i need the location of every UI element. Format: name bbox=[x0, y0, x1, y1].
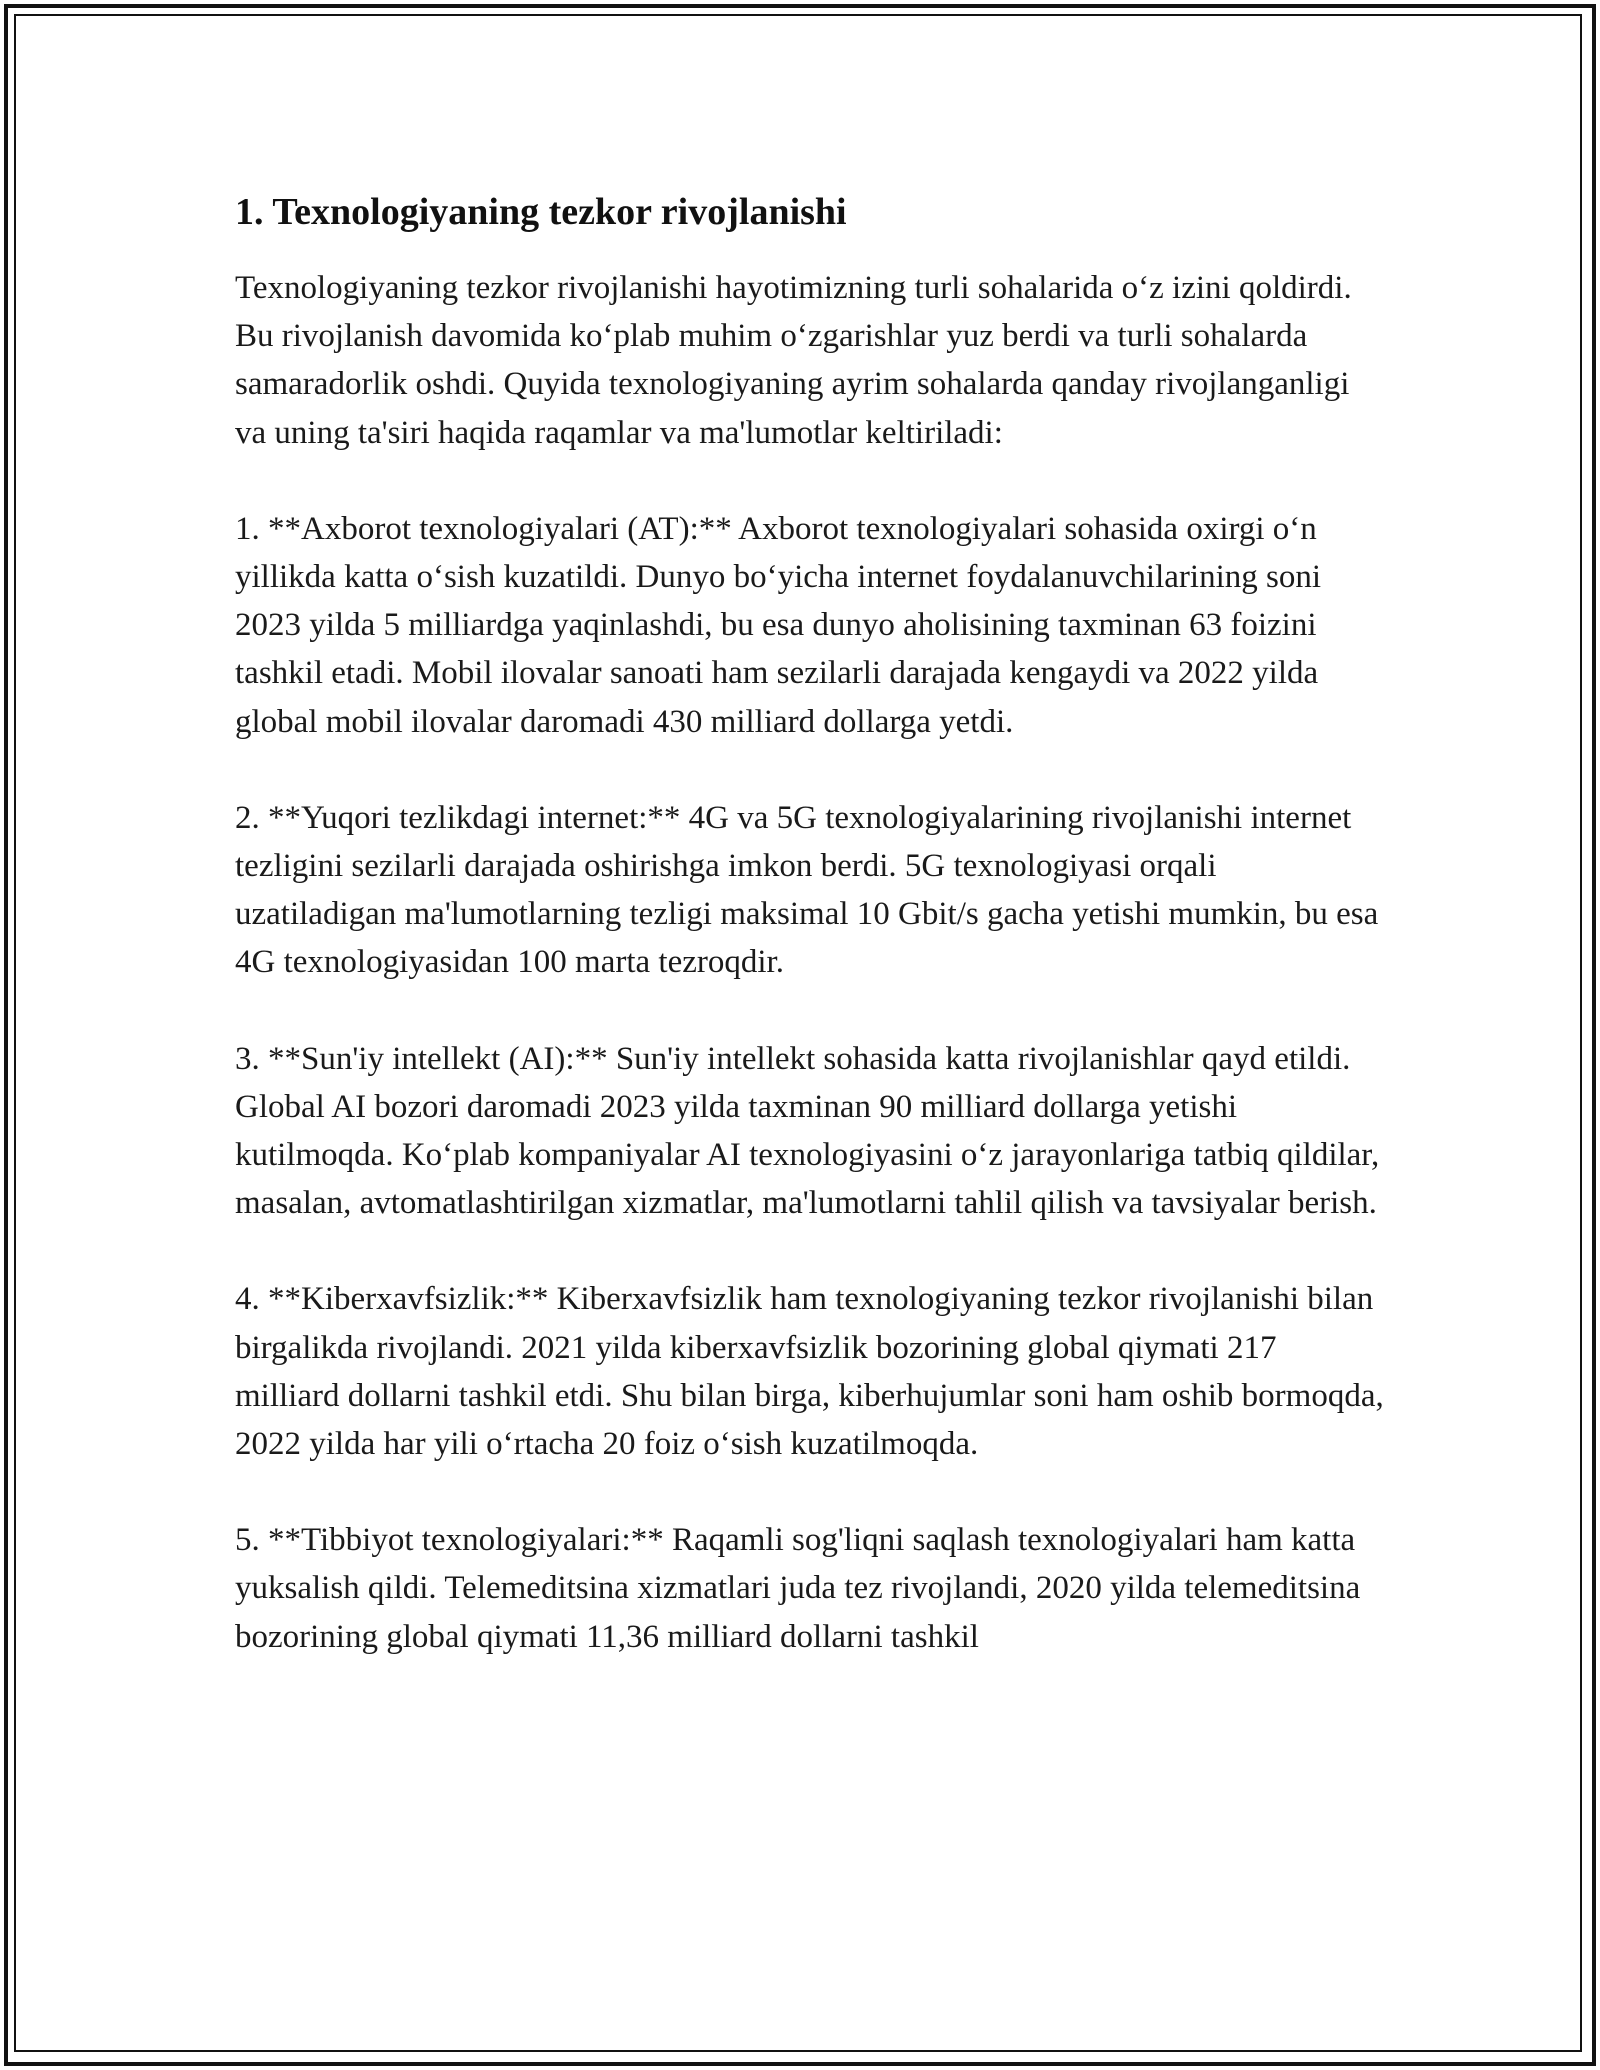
paragraph-cybersecurity: 4. **Kiberxavfsizlik:** Kiberxavfsizlik ham texnologiyaning tezkor rivojlanishi bilan birgalikda rivojlandi. 2021 yilda kiberxavfsizlik bozorining global qiymati 217 milliard dollarni tashkil etdi. Shu bilan birga, kiberhujumlar soni ham oshib bormoqda, 2022 yilda har yili oʻrtacha 20 foiz oʻsish kuzatilmoqda. bbox=[235, 1281, 1384, 1463]
paragraph-medtech: 5. **Tibbiyot texnologiyalari:** Raqamli sog'liqni saqlash texnologiyalari ham katta yuksalish qildi. Telemeditsina xizmatlari juda tez rivojlandi, 2020 yilda telemeditsina bozorining global qiymati 11,36 milliard dollarni tashkil bbox=[235, 1522, 1361, 1655]
intro-paragraph: Texnologiyaning tezkor rivojlanishi hayotimizning turli sohalarida oʻz izini qoldirdi. Bu rivojlanish davomida koʻplab muhim oʻzgarishlar yuz berdi va turli sohalarda samaradorlik oshdi. Quyida texnologiyaning ayrim sohalarda qanday rivojlanganligi va uning ta'siri haqida raqamlar va ma'lumotlar keltiriladi: bbox=[235, 270, 1352, 451]
paragraph-it: 1. **Axborot texnologiyalari (AT):** Axborot texnologiyalari sohasida oxirgi oʻn yillikda katta oʻsish kuzatildi. Dunyo boʻyicha internet foydalanuvchilarining soni 2023 yilda 5 milliardga yaqinlashdi, bu esa dunyo aholisining taxminan 63 foizini tashkil etadi. Mobil ilovalar sanoati ham sezilarli darajada kengaydi va 2022 yilda global mobil ilovalar daromadi 430 milliard dollarga yetdi. bbox=[235, 510, 1322, 740]
section-heading: 1. Texnologiyaning tezkor rivojlanishi bbox=[235, 191, 847, 233]
paragraph-ai: 3. **Sun'iy intellekt (AI):** Sun'iy intellekt sohasida katta rivojlanishlar qayd etildi. Global AI bozori daromadi 2023 yilda taxminan 90 milliard dollarga yetishi kutilmoqda. Koʻplab kompaniyalar AI texnologiyasini oʻz jarayonlariga tatbiq qildilar, masalan, avtomatlashtirilgan xizmatlar, ma'lumotlarni tahlil qilish va tavsiyalar berish. bbox=[235, 1040, 1380, 1222]
document-body bbox=[235, 188, 1385, 1709]
paragraph-internet: 2. **Yuqori tezlikdagi internet:** 4G va 5G texnologiyalarining rivojlanishi internet tezligini sezilarli darajada oshirishga imkon berdi. 5G texnologiyasi orqali uzatiladigan ma'lumotlarning tezligi maksimal 10 Gbit/s gacha yetishi mumkin, bu esa 4G texnologiyasidan 100 marta tezroqdir. bbox=[235, 799, 1379, 981]
